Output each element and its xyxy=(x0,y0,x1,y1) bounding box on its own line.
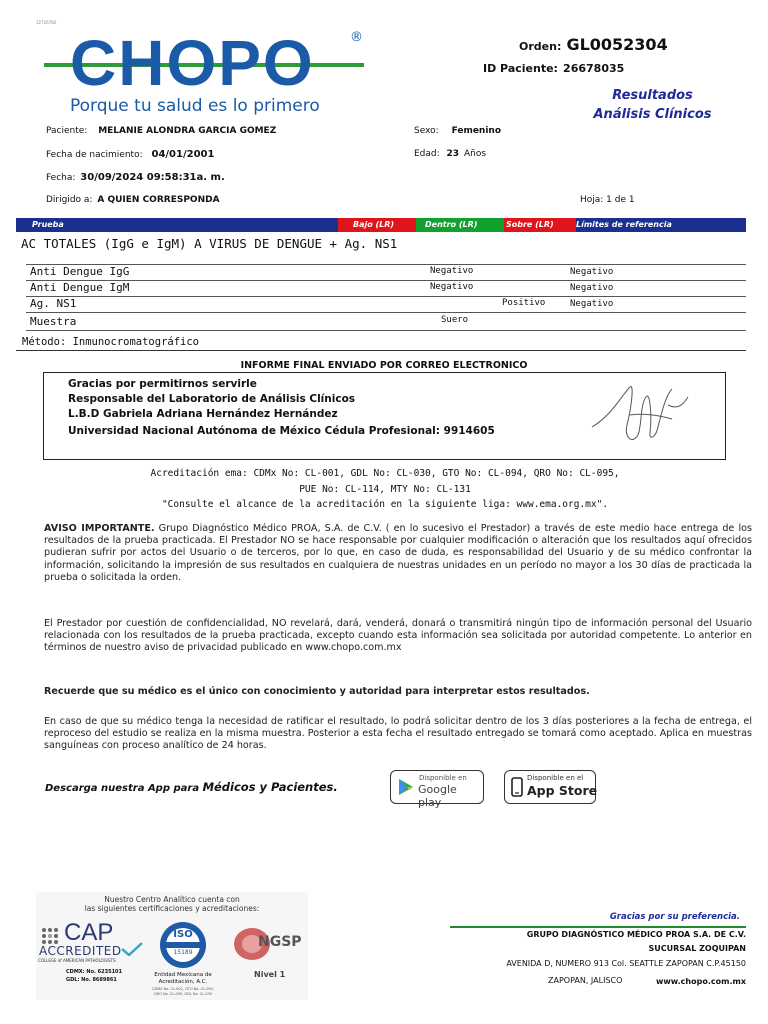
sex-label: Sexo: xyxy=(414,126,439,136)
addressed-label: Dirigido a: xyxy=(46,195,93,205)
document-code: 32726780 xyxy=(36,20,57,25)
addressed-row xyxy=(46,195,220,205)
signature-line-4: Universidad Nacional Autónoma de México Cédula Profesional: 9914605 xyxy=(68,425,495,437)
cap-cdmx: CDMX: No. 6235101 xyxy=(66,969,123,975)
footer-company: GRUPO DIAGNÓSTICO MÉDICO PROA S.A. DE C.V. xyxy=(526,930,746,939)
final-report-title: INFORME FINAL ENVIADO POR CORREO ELECTRONICO xyxy=(240,360,528,371)
dob-value: 04/01/2001 xyxy=(151,149,215,160)
result-name: Ag. NS1 xyxy=(30,297,77,310)
date-value: 30/09/2024 09:58:31a. m. xyxy=(80,172,225,183)
addressed-value: A QUIEN CORRESPONDA xyxy=(97,195,220,205)
result-sobre: Positivo xyxy=(502,298,546,308)
iso-label: ISO xyxy=(173,929,193,940)
header-sobre: Sobre (LR) xyxy=(504,218,576,232)
app-text-2: Médicos y Pacientes. xyxy=(202,780,338,794)
patient-id-value: 26678035 xyxy=(563,62,625,75)
result-ref: Negativo xyxy=(570,267,614,277)
row-divider xyxy=(26,330,746,331)
app-text-1: Descarga nuestra App para xyxy=(45,783,203,794)
cap-gdl: GDL: No. 8689861 xyxy=(66,977,117,983)
cap-college: COLLEGE of AMERICAN PATHOLOGISTS xyxy=(38,958,116,963)
iso-number: 15189 xyxy=(173,949,193,956)
signature-line-3: L.B.D Gabriela Adriana Hernández Hernández xyxy=(68,408,338,420)
app-store-small: Disponible en el xyxy=(527,774,584,782)
footer-address: AVENIDA D, NUMERO 913 Col. SEATTLE ZAPOPAN C.P.45150 xyxy=(506,959,746,968)
result-dentro: Suero xyxy=(441,315,469,325)
app-download-text xyxy=(45,780,338,794)
section-title: AC TOTALES (IgG e IgM) A VIRUS DE DENGUE + Ag. NS1 xyxy=(21,236,398,251)
google-play-icon xyxy=(397,778,415,796)
row-divider xyxy=(26,312,746,313)
app-store-button[interactable] xyxy=(504,770,596,804)
dob-label: Fecha de nacimiento: xyxy=(46,150,143,160)
notice-paragraph-4: En caso de que su médico tenga la necesidad de ratificar el resultado, lo podrá solicitar dentro de los 3 días posteriores a la fecha de entrega, el reproceso del estudio se realiza en la misma muestra. Posterior a esta fecha el resultado entregado se tomará como aceptado. Aplica en muestras sanguíneas con proceso analítico de 24 horas. xyxy=(44,716,752,752)
header-prueba: Prueba xyxy=(32,220,64,229)
logo-brand: CHOPO xyxy=(70,27,315,99)
notice-paragraph-3: Recuerde que su médico es el único con conocimiento y autoridad para interpretar estos resultados. xyxy=(44,686,590,697)
ema-line-3: CDMX No. CL-001, GTO No. CL-094, xyxy=(152,987,214,991)
date-label: Fecha: xyxy=(46,173,76,183)
ema-line-2: Acreditación, A.C. xyxy=(158,979,208,985)
header-dentro: Dentro (LR) xyxy=(416,218,504,232)
certifications-panel xyxy=(36,892,308,1000)
order-block xyxy=(519,35,668,54)
app-store-label: App Store xyxy=(527,783,598,798)
method: Método: Inmunocromatográfico xyxy=(22,336,200,348)
ngsp-level: Nivel 1 xyxy=(254,970,286,979)
date-row xyxy=(46,172,225,183)
age-row xyxy=(414,149,486,159)
cert-intro-1: Nuestro Centro Analítico cuenta con xyxy=(104,895,240,904)
notice-paragraph-1 xyxy=(44,523,752,584)
footer-thanks: Gracias por su preferencia. xyxy=(609,912,740,922)
google-play-small: Disponible en xyxy=(419,774,467,782)
handwritten-signature xyxy=(572,375,712,455)
notice-text-1: Grupo Diagnóstico Médico PROA, S.A. de C.V. ( en lo sucesivo el Prestador) a través de este medio hace entrega de los resultados de la prueba practicada. El Prestador NO se hace responsable por cualquier modificación o alteración que los resultados aquí ofrecidos pudieran sufrir por actos del Usuario o de terceros, por lo que, en caso de duda, es responsabilidad del Usuario y de su médico confrontar la información, solicitando la impresión de sus resultados en cualquiera de nuestras unidades en un período no mayor a los 30 días de practicada la prueba o solicitada la orden. xyxy=(44,523,752,583)
result-name: Anti Dengue IgG xyxy=(30,265,130,278)
notice-bold-lead: AVISO IMPORTANTE. xyxy=(44,523,155,534)
phone-icon xyxy=(511,777,523,797)
row-divider xyxy=(26,264,746,265)
method-divider xyxy=(16,350,746,351)
google-play-button[interactable] xyxy=(390,770,484,809)
report-title-2: Análisis Clínicos xyxy=(593,107,712,122)
ema-line-1: Entidad Mexicana de xyxy=(154,972,212,978)
cap-logo-text: CAP xyxy=(64,919,114,946)
order-label: Orden: xyxy=(519,40,562,53)
patient-id-block xyxy=(483,57,624,76)
header-limites: Límites de referencia xyxy=(576,220,672,229)
registered-mark: ® xyxy=(350,30,363,45)
page-number: Hoja: 1 de 1 xyxy=(580,195,635,205)
footer-website[interactable]: www.chopo.com.mx xyxy=(655,977,746,986)
footer-divider xyxy=(450,926,746,928)
sex-value: Femenino xyxy=(451,126,502,136)
checkmark-icon xyxy=(121,942,143,956)
chopo-logo xyxy=(40,28,370,120)
row-divider xyxy=(26,296,746,297)
age-label: Edad: xyxy=(414,149,440,159)
result-ref: Negativo xyxy=(570,283,614,293)
patient-name: MELANIE ALONDRA GARCIA GOMEZ xyxy=(98,126,277,136)
result-name: Muestra xyxy=(30,315,77,328)
accreditation-line-3: "Consulte el alcance de la acreditación en la siguiente liga: www.ema.org.mx". xyxy=(161,499,609,510)
footer-city: ZAPOPAN, JALISCO xyxy=(548,976,623,985)
result-dentro: Negativo xyxy=(430,266,474,276)
age-unit: Años xyxy=(463,149,487,159)
cap-dots-icon xyxy=(40,926,62,946)
signature-line-2: Responsable del Laboratorio de Análisis Clínicos xyxy=(68,393,356,405)
patient-id-label: ID Paciente: xyxy=(483,62,558,75)
result-dentro: Negativo xyxy=(430,282,474,292)
footer-branch: SUCURSAL ZOQUIPAN xyxy=(648,944,746,953)
iso-badge-icon xyxy=(154,920,212,970)
patient-name-label: Paciente: xyxy=(46,126,88,136)
age-value: 23 xyxy=(446,149,460,159)
row-divider xyxy=(26,280,746,281)
order-number: GL0052304 xyxy=(566,35,668,54)
result-ref: Negativo xyxy=(570,299,614,309)
accreditation-line-2: PUE No: CL-114, MTY No: CL-131 xyxy=(299,484,471,495)
result-name: Anti Dengue IgM xyxy=(30,281,130,294)
header-bajo: Bajo (LR) xyxy=(338,218,416,232)
sex-row xyxy=(414,126,501,136)
cap-accredited: ACCREDITED xyxy=(39,944,122,958)
logo-slogan: Porque tu salud es lo primero xyxy=(70,96,320,116)
notice-paragraph-2: El Prestador por cuestión de confidencialidad, NO revelará, dará, venderá, donará o transmitirá ningún tipo de información personal del Usuario relacionada con los resultados de la prueba practicada, excepto cuando esta información sea solicitada por autoridad competente. Lo anterior en términos de nuestro aviso de privacidad publicado en www.chopo.com.mx xyxy=(44,618,752,654)
report-title-1: Resultados xyxy=(612,88,693,103)
accreditation-line-1: Acreditación ema: CDMx No: CL-001, GDL No: CL-030, GTO No: CL-094, QRO No: CL-095, xyxy=(150,468,620,479)
cert-intro-2: las siguientes certificaciones y acreditaciones: xyxy=(84,904,260,913)
dob-row xyxy=(46,149,214,160)
results-header-bar xyxy=(16,218,746,232)
patient-name-row xyxy=(46,126,276,136)
google-play-label: Google play xyxy=(418,783,457,809)
signature-line-1: Gracias por permitirnos servirle xyxy=(68,378,257,390)
ema-line-4: QRO No. CL-095, GDL No. CL-030 xyxy=(153,992,213,996)
signature-box xyxy=(43,372,726,460)
ngsp-label: NGSP xyxy=(258,934,302,950)
